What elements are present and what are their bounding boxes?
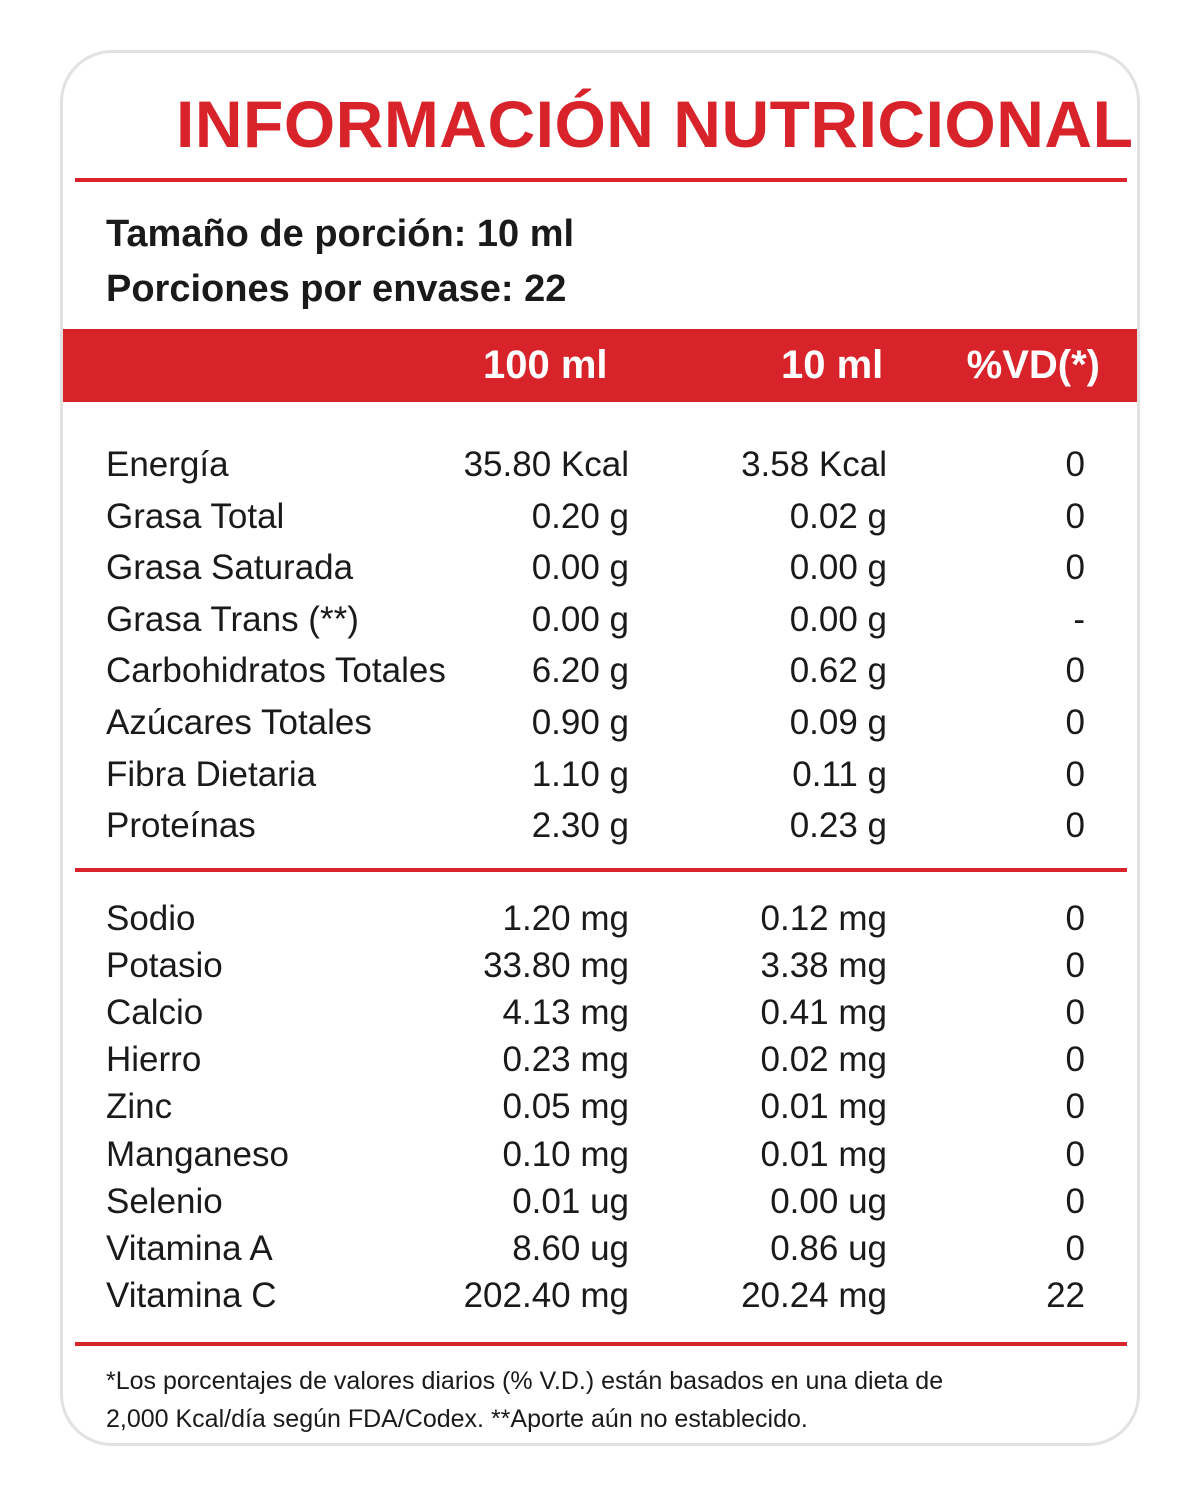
nutrient-name: Proteínas (106, 806, 256, 846)
daily-value-percent: 22 (1046, 1275, 1085, 1315)
daily-value-percent: 0 (1065, 548, 1085, 588)
nutrient-name: Grasa Total (106, 496, 285, 536)
nutrient-row (0, 440, 1200, 490)
value-per-10ml: 0.00 g (789, 599, 887, 639)
footnote-line-1: *Los porcentajes de valores diarios (% V.D.) están basados en una dieta de (106, 1367, 944, 1395)
value-per-10ml: 0.01 mg (760, 1087, 887, 1127)
value-per-10ml: 0.41 mg (760, 993, 887, 1033)
value-per-100ml: 202.40 mg (463, 1275, 629, 1315)
column-header-band (63, 329, 1137, 402)
value-per-100ml: 0.05 mg (502, 1087, 629, 1127)
nutrient-name: Vitamina C (106, 1275, 277, 1315)
value-per-100ml: 0.01 ug (512, 1181, 629, 1221)
serving-size: Tamaño de porción: 10 ml (106, 213, 575, 255)
value-per-10ml: 3.38 mg (760, 946, 887, 986)
nutrient-row (0, 492, 1200, 542)
divider-top (75, 178, 1127, 182)
value-per-10ml: 0.86 ug (770, 1228, 887, 1268)
header-100ml: 100 ml (483, 343, 608, 387)
nutrient-row (0, 1224, 1200, 1274)
daily-value-percent: 0 (1065, 899, 1085, 938)
nutrient-row (0, 801, 1200, 851)
daily-value-percent: - (1073, 599, 1085, 639)
value-per-10ml: 0.00 g (789, 548, 887, 588)
nutrient-row (0, 646, 1200, 696)
daily-value-percent: 0 (1065, 806, 1085, 846)
value-per-100ml: 6.20 g (531, 651, 629, 691)
value-per-100ml: 1.10 g (531, 754, 629, 794)
nutrient-row (0, 698, 1200, 748)
divider-bottom (75, 1342, 1127, 1346)
nutrient-row (0, 543, 1200, 593)
value-per-10ml: 0.11 g (792, 754, 887, 794)
nutrient-row (0, 1177, 1200, 1227)
value-per-10ml: 0.12 mg (760, 899, 887, 938)
nutrient-name: Energía (106, 445, 229, 484)
value-per-100ml: 0.10 mg (502, 1134, 629, 1174)
nutrient-name: Fibra Dietaria (106, 754, 317, 794)
header-vd: %VD(*) (966, 343, 1100, 387)
daily-value-percent: 0 (1065, 445, 1085, 484)
value-per-10ml: 20.24 mg (741, 1275, 887, 1315)
daily-value-percent: 0 (1065, 703, 1085, 742)
nutrient-name: Potasio (106, 946, 223, 986)
nutrient-name: Grasa Saturada (106, 548, 354, 588)
nutrient-row (0, 1271, 1200, 1321)
value-per-100ml: 2.30 g (531, 806, 629, 846)
nutrient-name: Azúcares Totales (106, 703, 372, 742)
value-per-100ml: 0.00 g (531, 599, 629, 639)
value-per-100ml: 0.20 g (531, 496, 629, 536)
nutrient-name: Vitamina A (106, 1228, 273, 1268)
nutrient-row (0, 941, 1200, 991)
nutrient-row (0, 1035, 1200, 1085)
nutrient-row (0, 595, 1200, 645)
servings-per-container: Porciones por envase: 22 (106, 268, 567, 310)
nutrient-row (0, 1130, 1200, 1180)
value-per-10ml: 3.58 Kcal (741, 445, 887, 484)
daily-value-percent: 0 (1065, 946, 1085, 986)
header-10ml: 10 ml (781, 343, 884, 387)
nutrient-name: Zinc (106, 1087, 173, 1127)
value-per-10ml: 0.01 mg (760, 1134, 887, 1174)
divider-middle (75, 868, 1127, 872)
nutrient-name: Selenio (106, 1181, 223, 1221)
nutrient-row (0, 988, 1200, 1038)
footnote-line-2: 2,000 Kcal/día según FDA/Codex. **Aporte aún no establecido. (106, 1405, 808, 1433)
nutrient-name: Hierro (106, 1040, 202, 1080)
value-per-100ml: 8.60 ug (512, 1228, 629, 1268)
daily-value-percent: 0 (1065, 1087, 1085, 1127)
value-per-100ml: 0.00 g (531, 548, 629, 588)
nutrient-name: Sodio (106, 899, 196, 938)
value-per-10ml: 0.02 g (789, 496, 887, 536)
nutrient-name: Grasa Trans (**) (106, 599, 359, 639)
daily-value-percent: 0 (1065, 496, 1085, 536)
value-per-10ml: 0.23 g (789, 806, 887, 846)
daily-value-percent: 0 (1065, 993, 1085, 1033)
nutrient-name: Carbohidratos Totales (106, 651, 446, 691)
daily-value-percent: 0 (1065, 1040, 1085, 1080)
nutrient-row (0, 894, 1200, 944)
value-per-10ml: 0.00 ug (770, 1181, 887, 1221)
value-per-100ml: 0.90 g (531, 703, 629, 742)
value-per-100ml: 4.13 mg (502, 993, 629, 1033)
nutrient-row (0, 750, 1200, 800)
value-per-100ml: 1.20 mg (502, 899, 629, 938)
value-per-10ml: 0.62 g (789, 651, 887, 691)
daily-value-percent: 0 (1065, 651, 1085, 691)
value-per-100ml: 33.80 mg (483, 946, 629, 986)
daily-value-percent: 0 (1065, 754, 1085, 794)
nutrient-row (0, 1082, 1200, 1132)
label-title: INFORMACIÓN NUTRICIONAL (176, 87, 1134, 161)
value-per-100ml: 0.23 mg (502, 1040, 629, 1080)
daily-value-percent: 0 (1065, 1181, 1085, 1221)
value-per-100ml: 35.80 Kcal (463, 445, 629, 484)
nutrient-name: Manganeso (106, 1134, 289, 1174)
value-per-10ml: 0.09 g (789, 703, 887, 742)
nutrient-name: Calcio (106, 993, 204, 1033)
value-per-10ml: 0.02 mg (760, 1040, 887, 1080)
daily-value-percent: 0 (1065, 1134, 1085, 1174)
daily-value-percent: 0 (1065, 1228, 1085, 1268)
